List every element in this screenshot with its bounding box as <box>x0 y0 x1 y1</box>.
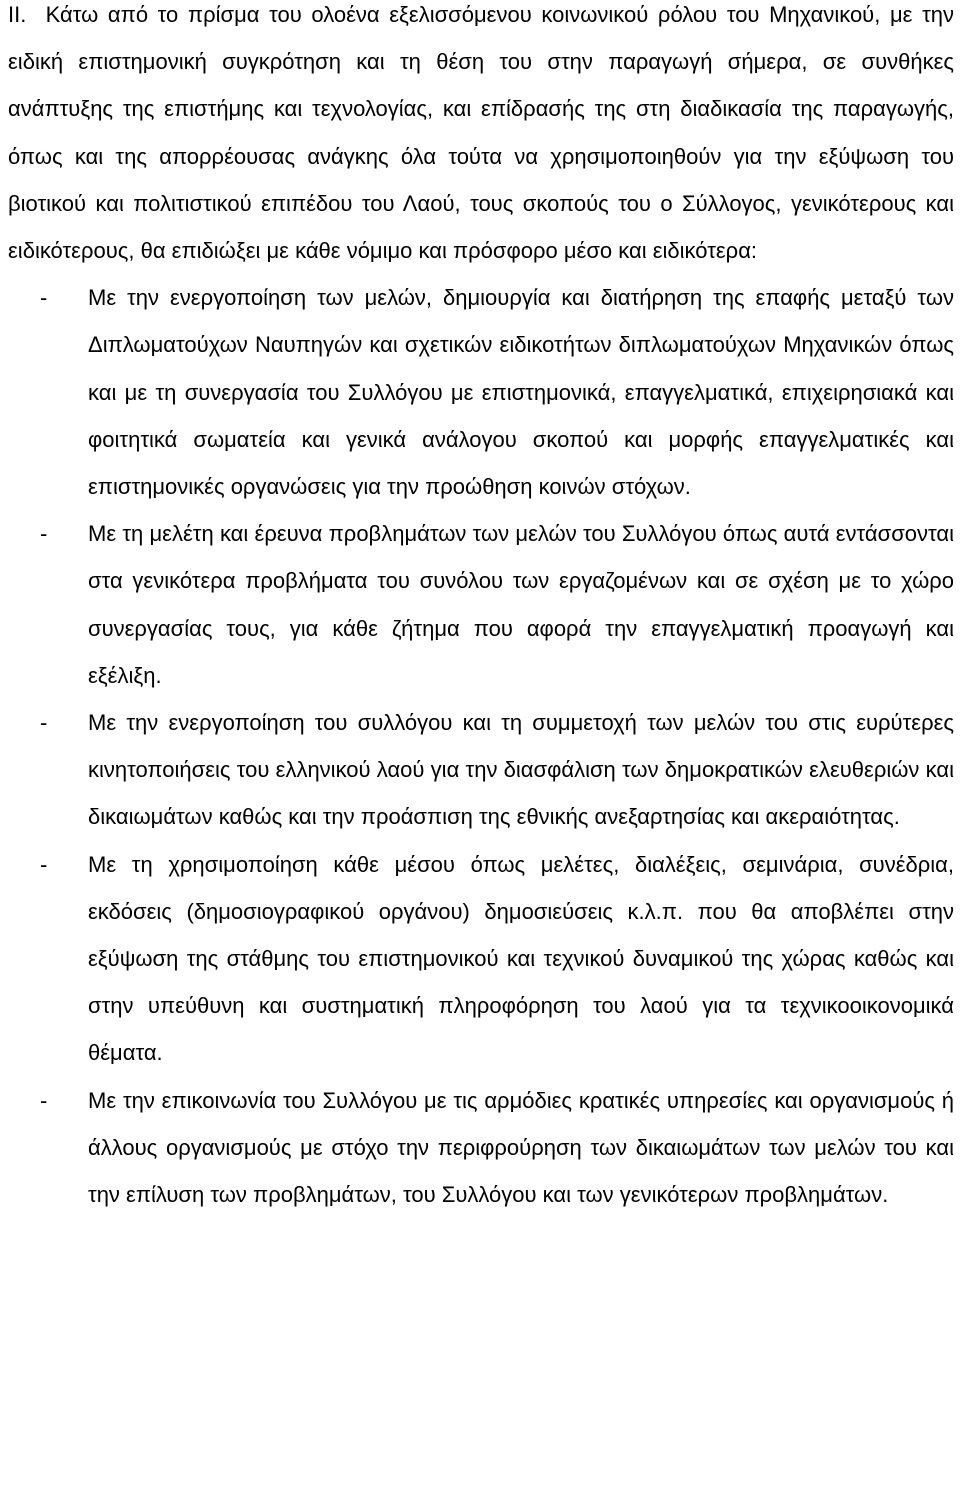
bullet-dash: - <box>40 285 48 311</box>
list-item-text: Με την ενεργοποίηση των μελών, δημιουργία και διατήρηση της επαφής μεταξύ των Διπλωματούχων Ναυπηγών και σχετικών ειδικοτήτων διπλωματούχων Μηχανικών όπως και με τη συνεργασία του Συλλόγου με επιστημονικά, επαγγελματικά, επιχειρησιακά και φοιτητικά σωματεία και γενικά ανάλογου σκοπού και μορφής επαγγελματικές και επιστημονικές οργανώσεις για την προώθηση κοινών στόχων. <box>88 285 954 500</box>
list-item-text: Με την ενεργοποίηση του συλλόγου και τη συμμετοχή των μελών του στις ευρύτερες κινητοποιήσεις του ελληνικού λαού για την διασφάλιση των δημοκρατικών ελευθεριών και δικαιωμάτων καθώς και την προάσπιση της εθνικής ανεξαρτησίας και ακεραιότητας. <box>88 710 954 830</box>
bullet-dash: - <box>40 851 48 877</box>
list-item <box>8 1077 954 1219</box>
list-item-text: Με τη χρησιμοποίηση κάθε μέσου όπως μελέτες, διαλέξεις, σεμινάρια, συνέδρια, εκδόσεις (δημοσιογραφικού οργάνου) δημοσιεύσεις κ.λ.π. που θα αποβλέπει στην εξύψωση της στάθμης του επιστημονικού και τεχνικού δυναμικού της χώρας καθώς και στην υπεύθυνη και συστηματική πληροφόρηση του λαού για τα τεχνικοοικονομικά θέματα. <box>88 851 954 1066</box>
bullet-dash: - <box>40 1087 48 1113</box>
section-number: II. <box>8 2 27 27</box>
list-item <box>8 841 954 1077</box>
list-item <box>8 699 954 841</box>
intro-paragraph <box>8 0 954 274</box>
list-item-text: Με τη μελέτη και έρευνα προβλημάτων των μελών του Συλλόγου όπως αυτά εντάσσονται στα γενικότερα προβλήματα του συνόλου των εργαζομένων και σε σχέση με το χώρο συνεργασίας τους, για κάθε ζήτημα που αφορά την επαγγελματική προαγωγή και εξέλιξη. <box>88 521 954 688</box>
bullet-dash: - <box>40 710 48 736</box>
bullet-dash: - <box>40 521 48 547</box>
list-item <box>8 510 954 699</box>
list-item-text: Με την επικοινωνία του Συλλόγου με τις αρμόδιες κρατικές υπηρεσίες και οργανισμούς ή άλλους οργανισμούς με στόχο την περιφρούρηση των δικαιωμάτων των μελών του και την επίλυση των προβλημάτων, του Συλλόγου και των γενικότερων προβλημάτων. <box>88 1087 954 1208</box>
intro-text: Κάτω από το πρίσμα του ολοένα εξελισσόμενου κοινωνικού ρόλου του Μηχανικού, με την ειδική επιστημονική συγκρότηση και τη θέση του στην παραγωγή σήμερα, σε συνθήκες ανάπτυξης της επιστήμης και τεχνολογίας, και επίδρασής της στη διαδικασία της παραγωγής, όπως και της απορρέουσας ανάγκης όλα τούτα να χρησιμοποιηθούν για την εξύψωση του βιοτικού και πολιτιστικού επιπέδου του Λαού, τους σκοπούς του ο Σύλλογος, γενικότερους και ειδικότερους, θα επιδιώξει με κάθε νόμιμο και πρόσφορο μέσο και ειδικότερα: <box>8 2 954 264</box>
list-item <box>8 274 954 510</box>
objectives-list <box>8 274 954 1218</box>
